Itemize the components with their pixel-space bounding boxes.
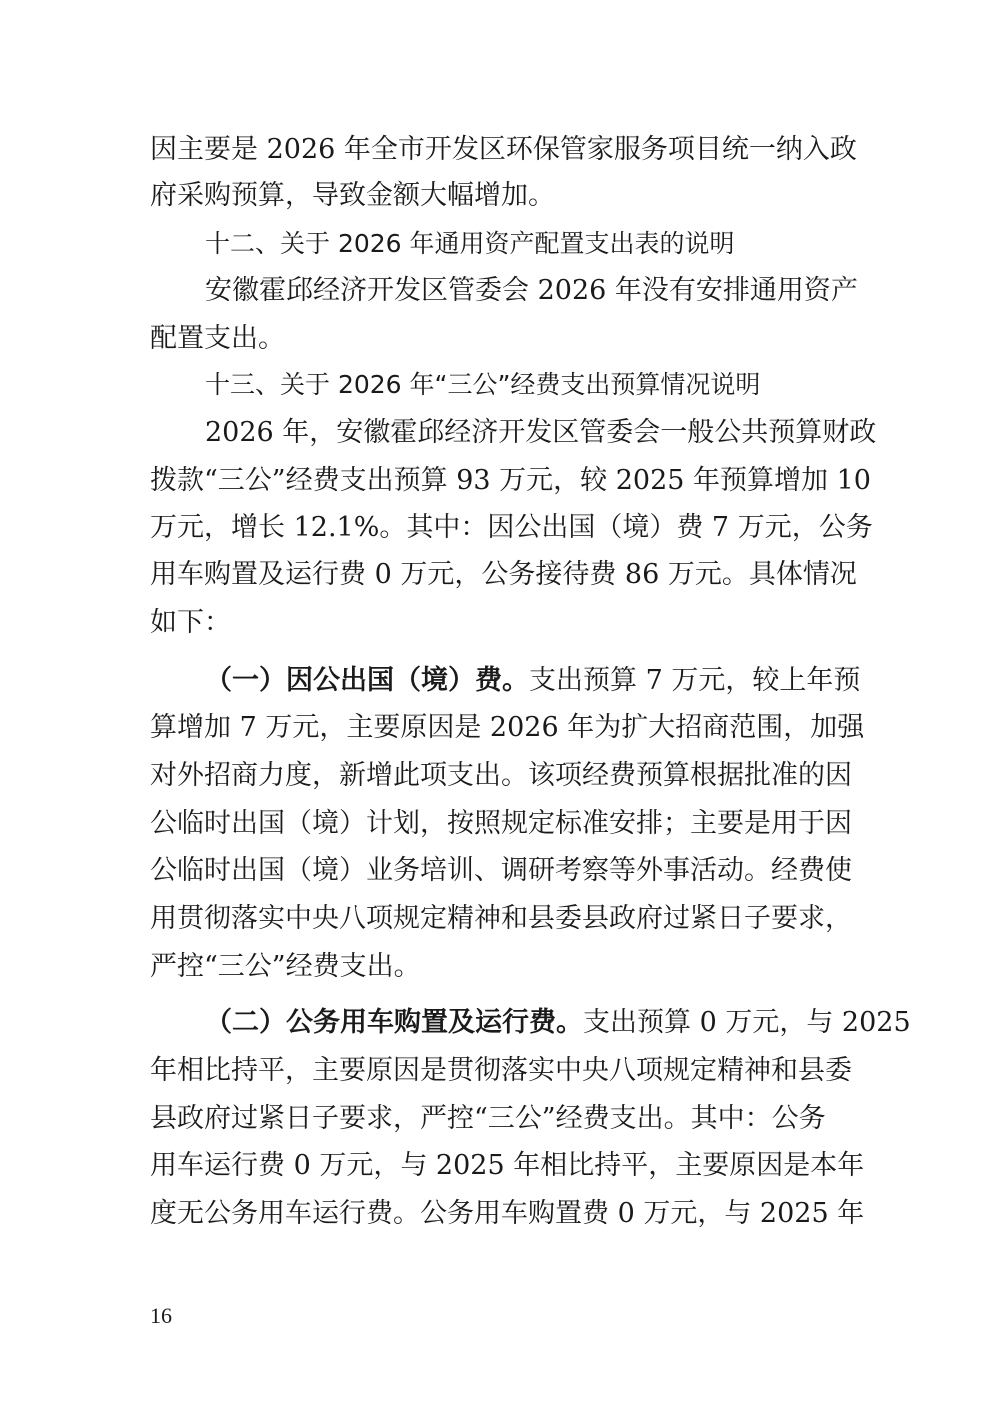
subsection-paragraph-start xyxy=(205,1005,911,1041)
subsection-text: 支出预算 7 万元，较上年预 xyxy=(529,665,861,696)
subsection-title: （一）因公出国（境）费。 xyxy=(205,665,529,696)
body-text-line: 万元，增长 12.1%。其中：因公出国（境）费 7 万元，公务 xyxy=(150,512,873,543)
body-text-line: 严控“三公”经费支出。 xyxy=(150,951,421,982)
body-text-line: 县政府过紧日子要求，严控“三公”经费支出。其中：公务 xyxy=(150,1103,826,1134)
body-text-line: 配置支出。 xyxy=(150,323,285,354)
page-number: 16 xyxy=(150,1303,172,1328)
body-text-line: 如下： xyxy=(150,607,231,638)
body-text-line: 用车购置及运行费 0 万元，公务接待费 86 万元。具体情况 xyxy=(150,559,857,590)
body-text-line: 度无公务用车运行费。公务用车购置费 0 万元，与 2025 年 xyxy=(150,1198,865,1229)
section-heading: 十二、关于 2026 年通用资产配置支出表的说明 xyxy=(205,229,735,258)
body-text-line: 公临时出国（境）计划，按照规定标准安排；主要是用于因 xyxy=(150,808,852,839)
body-text-line: 公临时出国（境）业务培训、调研考察等外事活动。经费使 xyxy=(150,855,852,886)
subsection-title: （二）公务用车购置及运行费。 xyxy=(205,1007,583,1038)
subsection-paragraph-start xyxy=(205,663,860,699)
body-text-line: 用贯彻落实中央八项规定精神和县委县政府过紧日子要求， xyxy=(150,903,852,934)
body-text-line: 算增加 7 万元，主要原因是 2026 年为扩大招商范围，加强 xyxy=(150,712,865,743)
subsection-text: 支出预算 0 万元，与 2025 xyxy=(583,1007,911,1038)
body-text-line: 因主要是 2026 年全市开发区环保管家服务项目统一纳入政 xyxy=(150,134,857,165)
body-text-line: 安徽霍邱经济开发区管委会 2026 年没有安排通用资产 xyxy=(205,275,858,306)
section-heading: 十三、关于 2026 年“三公”经费支出预算情况说明 xyxy=(205,370,761,399)
body-text-line: 对外招商力度，新增此项支出。该项经费预算根据批准的因 xyxy=(150,760,852,791)
body-text-line: 用车运行费 0 万元，与 2025 年相比持平，主要原因是本年 xyxy=(150,1150,865,1181)
body-text-line: 拨款“三公”经费支出预算 93 万元，较 2025 年预算增加 10 xyxy=(150,465,871,496)
body-text-line: 府采购预算，导致金额大幅增加。 xyxy=(150,180,555,211)
body-text-line: 2026 年，安徽霍邱经济开发区管委会一般公共预算财政 xyxy=(205,417,877,448)
body-text-line: 年相比持平，主要原因是贯彻落实中央八项规定精神和县委 xyxy=(150,1055,852,1086)
